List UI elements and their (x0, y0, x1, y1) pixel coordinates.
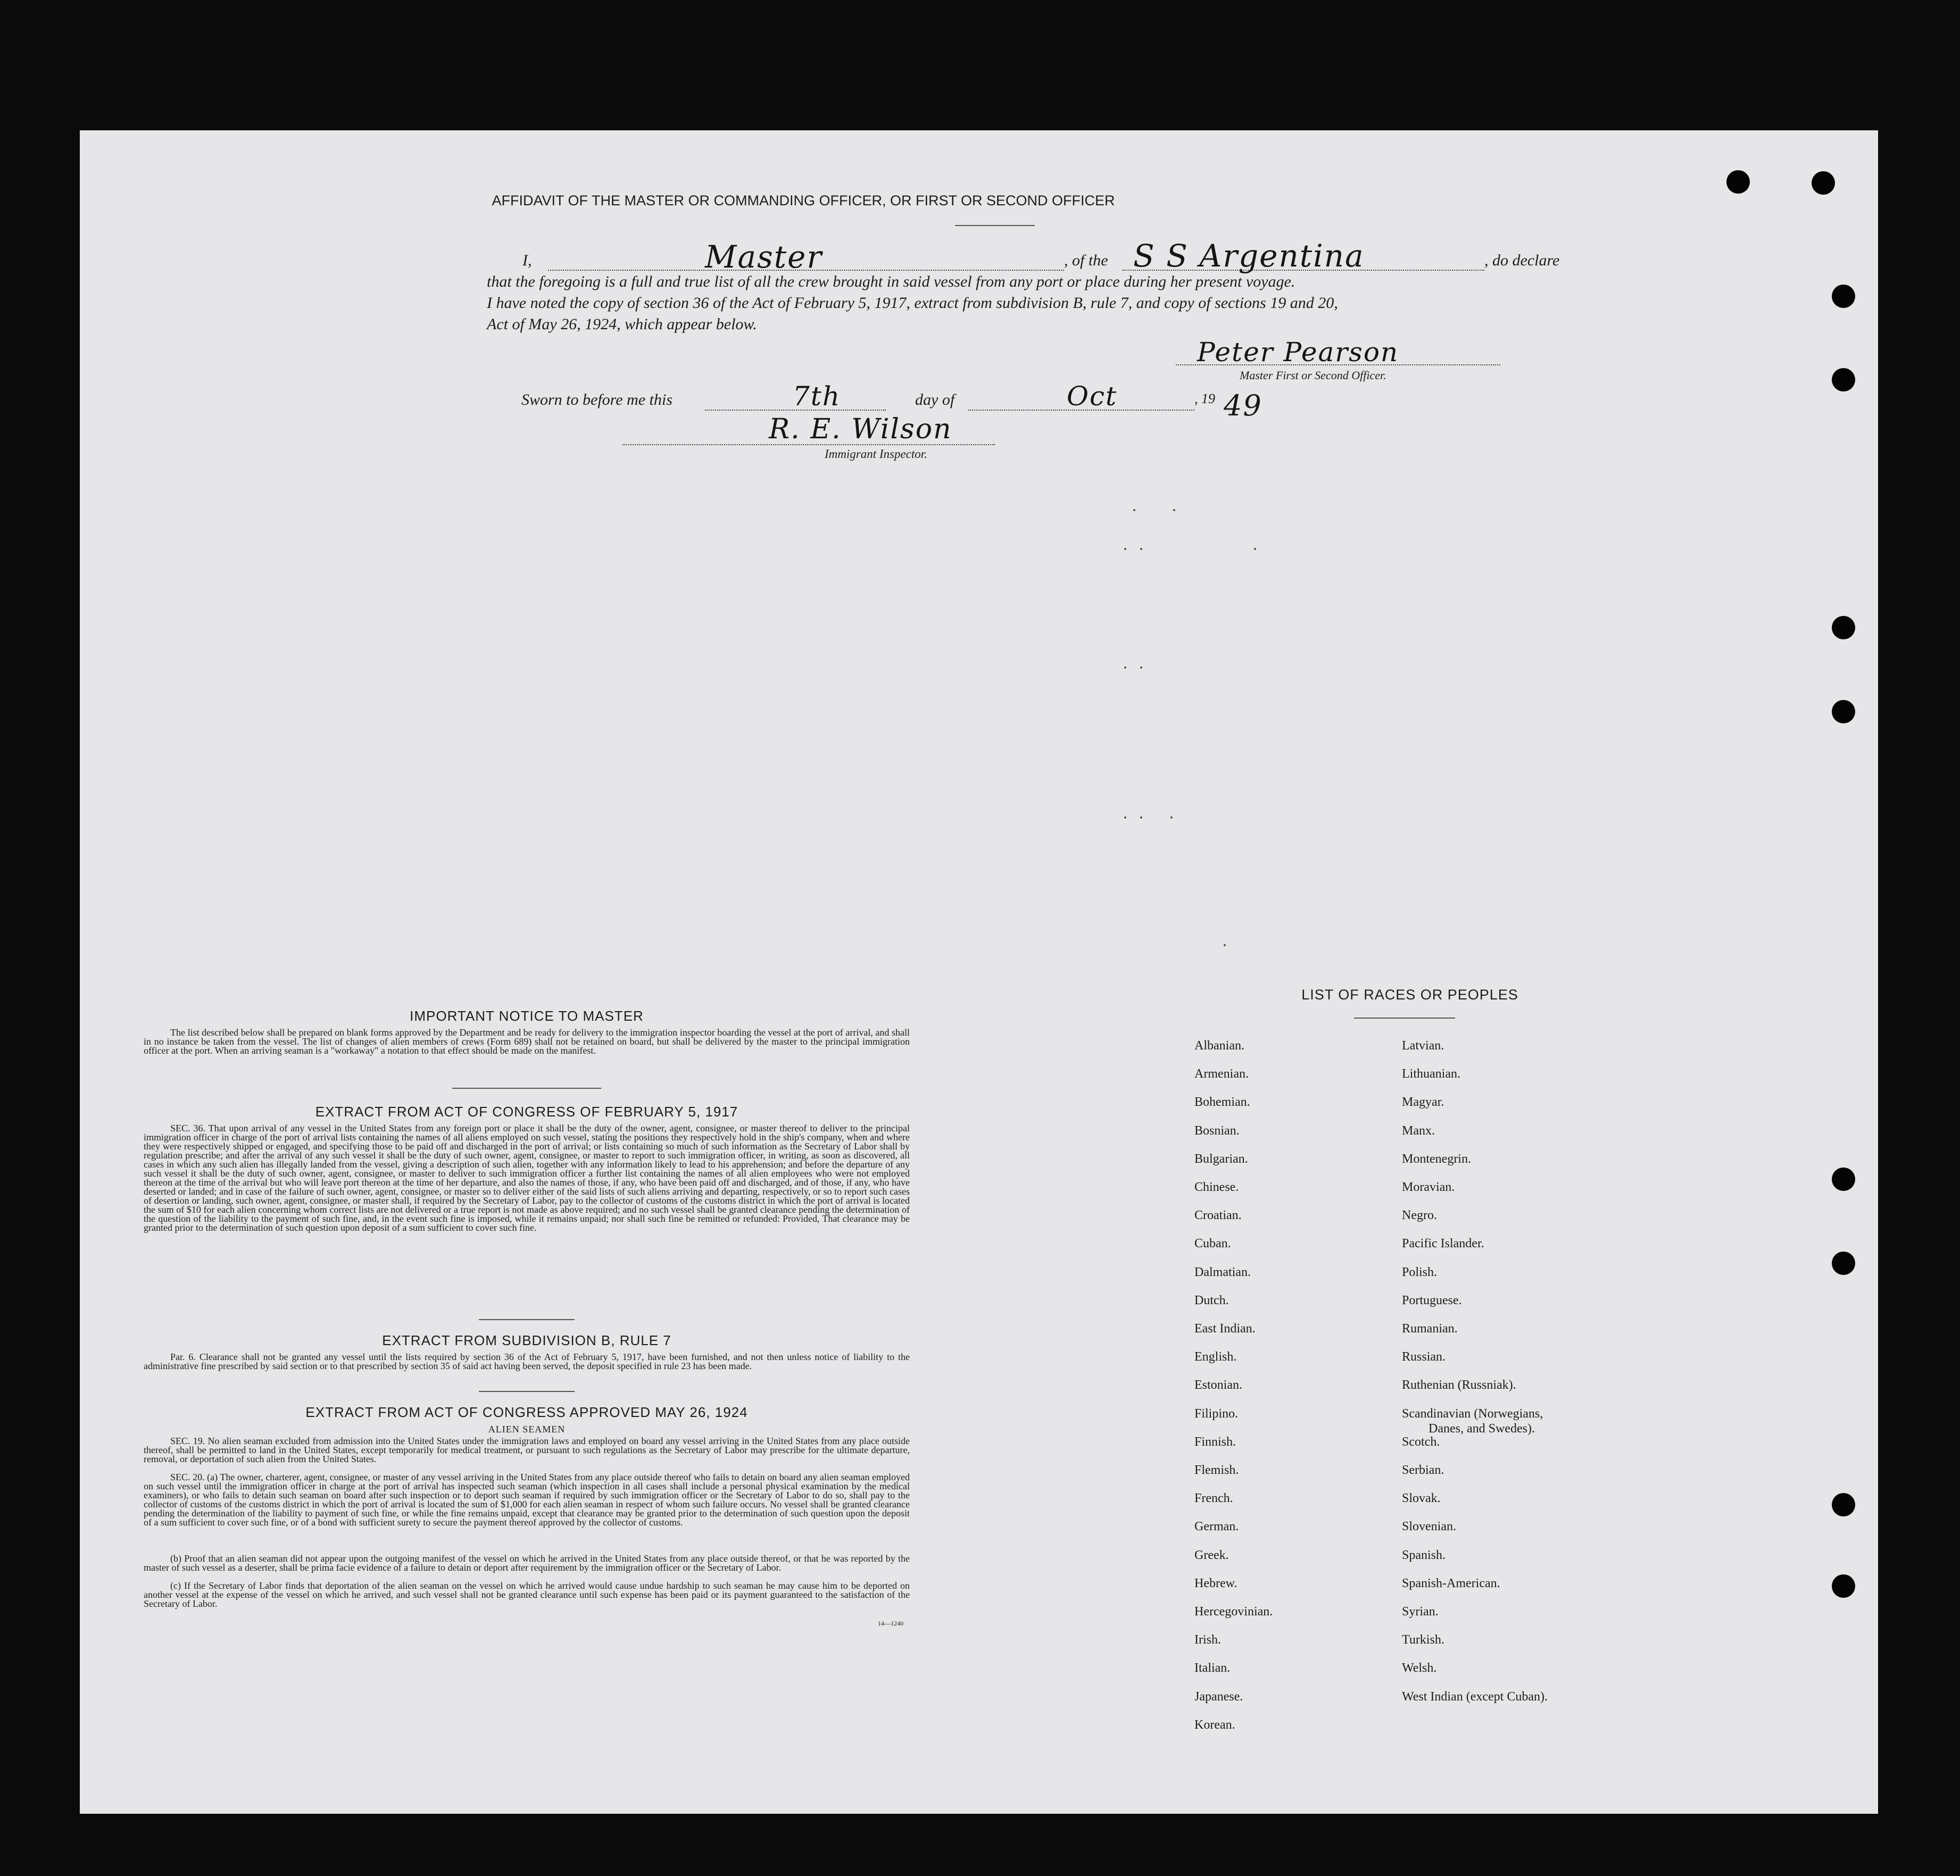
race-item: Welsh. (1402, 1661, 1437, 1675)
month-handwriting: Oct (1067, 381, 1118, 412)
speck (1133, 509, 1135, 511)
race-item: Estonian. (1194, 1378, 1242, 1393)
race-item: Dutch. (1194, 1293, 1229, 1307)
race-item: Bosnian. (1194, 1123, 1240, 1138)
extract-rule7-title: EXTRACT FROM SUBDIVISION B, RULE 7 (382, 1332, 671, 1348)
year-prefix: , 19 (1194, 391, 1215, 406)
race-item: Scandinavian (Norwegians, (1402, 1406, 1543, 1421)
affidavit-i-label: I, (522, 252, 532, 269)
race-item: Bulgarian. (1194, 1152, 1248, 1166)
race-item: Albanian. (1194, 1039, 1244, 1053)
affidavit-line-2: that the foregoing is a full and true list of all the crew brought in said vessel from any port or place during her present voyage. (487, 273, 1295, 290)
race-item: Croatian. (1194, 1208, 1242, 1223)
name-handwriting: Master (705, 239, 823, 275)
extract-1924-sec20b: (b) Proof that an alien seaman did not appear upon the outgoing manifest of the vessel on which he arrived in the United States from any place outside thereof, or that he was reported by the master of such vessel as a deserter, shall be prima facie evidence of a failure to detain or deport after requirement by the immigration officer or the Secretary of Labor. (144, 1553, 910, 1573)
race-item: Slovenian. (1402, 1520, 1456, 1534)
race-item: Chinese. (1194, 1180, 1239, 1194)
speck (1254, 548, 1256, 550)
affidavit-of-the: , of the (1064, 252, 1108, 269)
inspector-caption: Immigrant Inspector. (825, 447, 927, 461)
punch-hole (1832, 285, 1855, 308)
year-handwriting: 49 (1224, 389, 1263, 422)
race-item: Russian. (1402, 1350, 1446, 1364)
speck (1124, 548, 1126, 550)
speck (1170, 816, 1173, 819)
race-item: Japanese. (1194, 1689, 1243, 1704)
race-item: Lithuanian. (1402, 1067, 1460, 1081)
race-item: Hercegovinian. (1194, 1605, 1273, 1619)
race-item: Serbian. (1402, 1463, 1444, 1477)
affidavit-line-3: I have noted the copy of section 36 of the Act of February 5, 1917, extract from subdivision B, rule 7, and copy of sections 19 and 20, (487, 294, 1338, 312)
vessel-field (1123, 238, 1484, 274)
punch-hole (1832, 616, 1855, 639)
punch-hole (1832, 1252, 1855, 1275)
race-item: French. (1194, 1491, 1233, 1506)
punch-hole (1812, 171, 1835, 195)
form-number: 14—1240 (878, 1620, 903, 1627)
race-item: Polish. (1402, 1265, 1438, 1279)
race-item: Portuguese. (1402, 1293, 1462, 1307)
affidavit-line-4: Act of May 26, 1924, which appear below. (487, 315, 757, 333)
race-item: Spanish. (1402, 1548, 1446, 1562)
sworn-label: Sworn to before me this (521, 391, 672, 408)
race-item: Dalmatian. (1194, 1265, 1251, 1279)
punch-hole (1832, 1168, 1855, 1191)
extract-1924-sec20c: (c) If the Secretary of Labor finds that deportation of the alien seaman on the vessel on which he arrived would cause undue hardship to such seaman he may cause him to be deported on another vessel at the expense of the vessel on which he arrived, and such vessel shall not be granted clearance until such expense has been paid or its payment guaranteed to the satisfaction of the Secretary of Labor. (144, 1580, 910, 1609)
punch-hole (1726, 170, 1750, 194)
affidavit-title: AFFIDAVIT OF THE MASTER OR COMMANDING OFFICER, OR FIRST OR SECOND OFFICER (492, 193, 1115, 209)
extract-rule7-rule (479, 1391, 575, 1392)
speck (1140, 666, 1142, 669)
notice-rule (452, 1088, 601, 1089)
extract-1917-rule (479, 1319, 575, 1320)
race-item: Armenian. (1194, 1067, 1249, 1081)
speck (1124, 816, 1126, 819)
speck (1173, 509, 1175, 511)
race-item: Filipino. (1194, 1406, 1239, 1421)
name-field (548, 239, 1064, 275)
race-item: Pacific Islander. (1402, 1237, 1484, 1251)
affidavit-do-declare: , do declare (1484, 252, 1560, 269)
day-handwriting: 7th (793, 381, 841, 412)
race-item: Rumanian. (1402, 1322, 1458, 1336)
extract-1924-sec19: SEC. 19. No alien seaman excluded from admission into the United States under the immigration laws and employed on board any vessel arriving in the United States from any place outside thereof, shall be permitted to land in the United States, except temporarily for medical treatment, or pursuant to such regulations as the Secretary of Labor may prescribe for the ultimate departure, removal, or deportation of such alien from the United States. (144, 1436, 910, 1464)
race-item: Turkish. (1402, 1633, 1444, 1647)
notice-body: The list described below shall be prepared on blank forms approved by the Department and be ready for delivery to the immigration inspector boarding the vessel at the port of arrival, and shall in no instance be taken from the vessel. The list of changes of alien members of crews (Form 689) shall not be retained on board, but shall be delivered by the master to the principal immigration officer at the port. When an arriving seaman is a "workaway" a notation to that effect should be made on the manifest. (144, 1027, 910, 1056)
race-item: Scotch. (1402, 1435, 1440, 1449)
race-item: Ruthenian (Russniak). (1402, 1378, 1516, 1393)
signature-caption: Master First or Second Officer. (1240, 369, 1386, 382)
race-item: Greek. (1194, 1548, 1229, 1562)
race-item: German. (1194, 1520, 1239, 1534)
race-item: Italian. (1194, 1661, 1231, 1675)
document-page (80, 130, 1878, 1814)
punch-hole (1832, 1493, 1855, 1516)
title-rule (955, 225, 1035, 226)
inspector-handwriting: R. E. Wilson (769, 413, 952, 445)
extract-1917-title: EXTRACT FROM ACT OF CONGRESS OF FEBRUARY 5, 1917 (315, 1104, 738, 1120)
race-item: West Indian (except Cuban). (1402, 1689, 1548, 1704)
races-rule (1354, 1018, 1455, 1019)
race-item: Flemish. (1194, 1463, 1239, 1477)
race-item: Irish. (1194, 1633, 1221, 1647)
race-item: Negro. (1402, 1208, 1437, 1223)
speck (1124, 666, 1126, 669)
speck (1140, 816, 1142, 819)
extract-rule7-body: Par. 6. Clearance shall not be granted any vessel until the lists required by section 36 of the Act of February 5, 1917, have been furnished, and not then unless notice of liability to the administrative fine prescribed by said section or to that prescribed by section 35 of said act having been served, the deposit specified in rule 23 has been made. (144, 1352, 910, 1371)
race-item: Syrian. (1402, 1605, 1439, 1619)
race-item: English. (1194, 1350, 1237, 1364)
punch-hole (1832, 700, 1855, 723)
speck (1224, 944, 1226, 946)
race-item: Bohemian. (1194, 1095, 1250, 1110)
race-item: Slovak. (1402, 1491, 1441, 1506)
vessel-handwriting: S S Argentina (1133, 238, 1365, 274)
race-item: Cuban. (1194, 1237, 1231, 1251)
race-item: Moravian. (1402, 1180, 1455, 1194)
race-item-continuation: Danes, and Swedes). (1429, 1421, 1535, 1436)
race-item: Manx. (1402, 1123, 1435, 1138)
notice-title: IMPORTANT NOTICE TO MASTER (410, 1008, 644, 1024)
month-field (968, 381, 1194, 412)
day-field (705, 381, 886, 412)
race-item: East Indian. (1194, 1322, 1256, 1336)
race-item: Montenegrin. (1402, 1152, 1471, 1166)
races-title: LIST OF RACES OR PEOPLES (1301, 987, 1518, 1003)
extract-1924-title: EXTRACT FROM ACT OF CONGRESS APPROVED MAY 26, 1924 (305, 1404, 748, 1420)
speck (1140, 548, 1142, 550)
extract-1924-sec20a: SEC. 20. (a) The owner, charterer, agent, consignee, or master of any vessel arriving in the United States from any place outside thereof who fails to detain on board any alien seaman employed on such vessel until the immigration officer in charge at the port of arrival has inspected such seaman (which inspection in all cases shall include a personal physical examination by the medical examiners), or who fails to detain such seaman on board after such inspection or to deport such seaman if required by such immigration officer or the Secretary of Labor to do so, shall pay to the collector of customs of the customs district in which the port of arrival is located the sum of $1,000 for each alien seaman in respect of whom such failure occurs. No vessel shall be granted clearance pending the determination of the liability to payment of such fine, or while the fine remains unpaid, except that clearance may be granted prior to the determination of such question upon the deposit of a sum sufficient to cover such fine, or of a bond with sufficient surety to secure the payment thereof approved by the collector of customs. (144, 1472, 910, 1528)
inspector-field (622, 413, 995, 445)
punch-hole (1832, 368, 1855, 391)
race-item: Spanish-American. (1402, 1576, 1500, 1590)
race-item: Hebrew. (1194, 1576, 1238, 1590)
race-item: Magyar. (1402, 1095, 1444, 1110)
day-of-label: day of (915, 391, 955, 408)
race-item: Korean. (1194, 1717, 1235, 1732)
signature-field (1176, 337, 1500, 368)
punch-hole (1832, 1574, 1855, 1598)
signature-handwriting: Peter Pearson (1197, 337, 1399, 368)
extract-1924-subtitle: ALIEN SEAMEN (488, 1424, 566, 1435)
race-item: Finnish. (1194, 1435, 1236, 1449)
extract-1917-body: SEC. 36. That upon arrival of any vessel in the United States from any foreign port or place it shall be the duty of the owner, agent, consignee, or master thereof to deliver to the principal immigration officer in charge of the port of arrival lists containing the names of all aliens employed on such vessel, stating the positions they respectively hold in the ship's company, when and where they were respectively shipped or engaged, and specifying those to be paid off and discharged in the port of arrival; or lists containing so much of such information as the Secretary of Labor shall by regulation prescribe; and after the arrival of any such vessel it shall be the duty of such owner, agent, consignee, or master to report to such immigration officer, in writing, as soon as discovered, all cases in which any such alien has illegally landed from the vessel, giving a description of such alien, together with any information likely to lead to his apprehension; and before the departure of any such vessel it shall be the duty of such owner, agent, consignee, or master to deliver to such immigration officer a further list containing the names of all alien employees who were not employed thereon at the time of the arrival but who will leave port thereon at the time of her departure, and also the names of those, if any, who have been paid off and discharged, and of those, if any, who have deserted or landed; and in case of the failure of such owner, agent, consignee, or master so to deliver either of the said lists of such aliens arriving and departing, respectively, or so to report such cases of desertion or landing, such owner, agent, consignee, or master shall, if required by the Secretary of Labor, pay to the collector of customs of the customs district in which the port of arrival is located the sum of $10 for each alien concerning whom correct lists are not delivered or a true report is not made as above required; and no such vessel shall be granted clearance pending the determination of the question of the liability to the payment of such fine, and, in the event such fine is imposed, while it remains unpaid; nor shall such fine be remitted or refunded: Provided, That clearance may be granted prior to the determination of such question upon deposit of a sum sufficient to cover such fine. (144, 1123, 910, 1233)
race-item: Latvian. (1402, 1039, 1444, 1053)
